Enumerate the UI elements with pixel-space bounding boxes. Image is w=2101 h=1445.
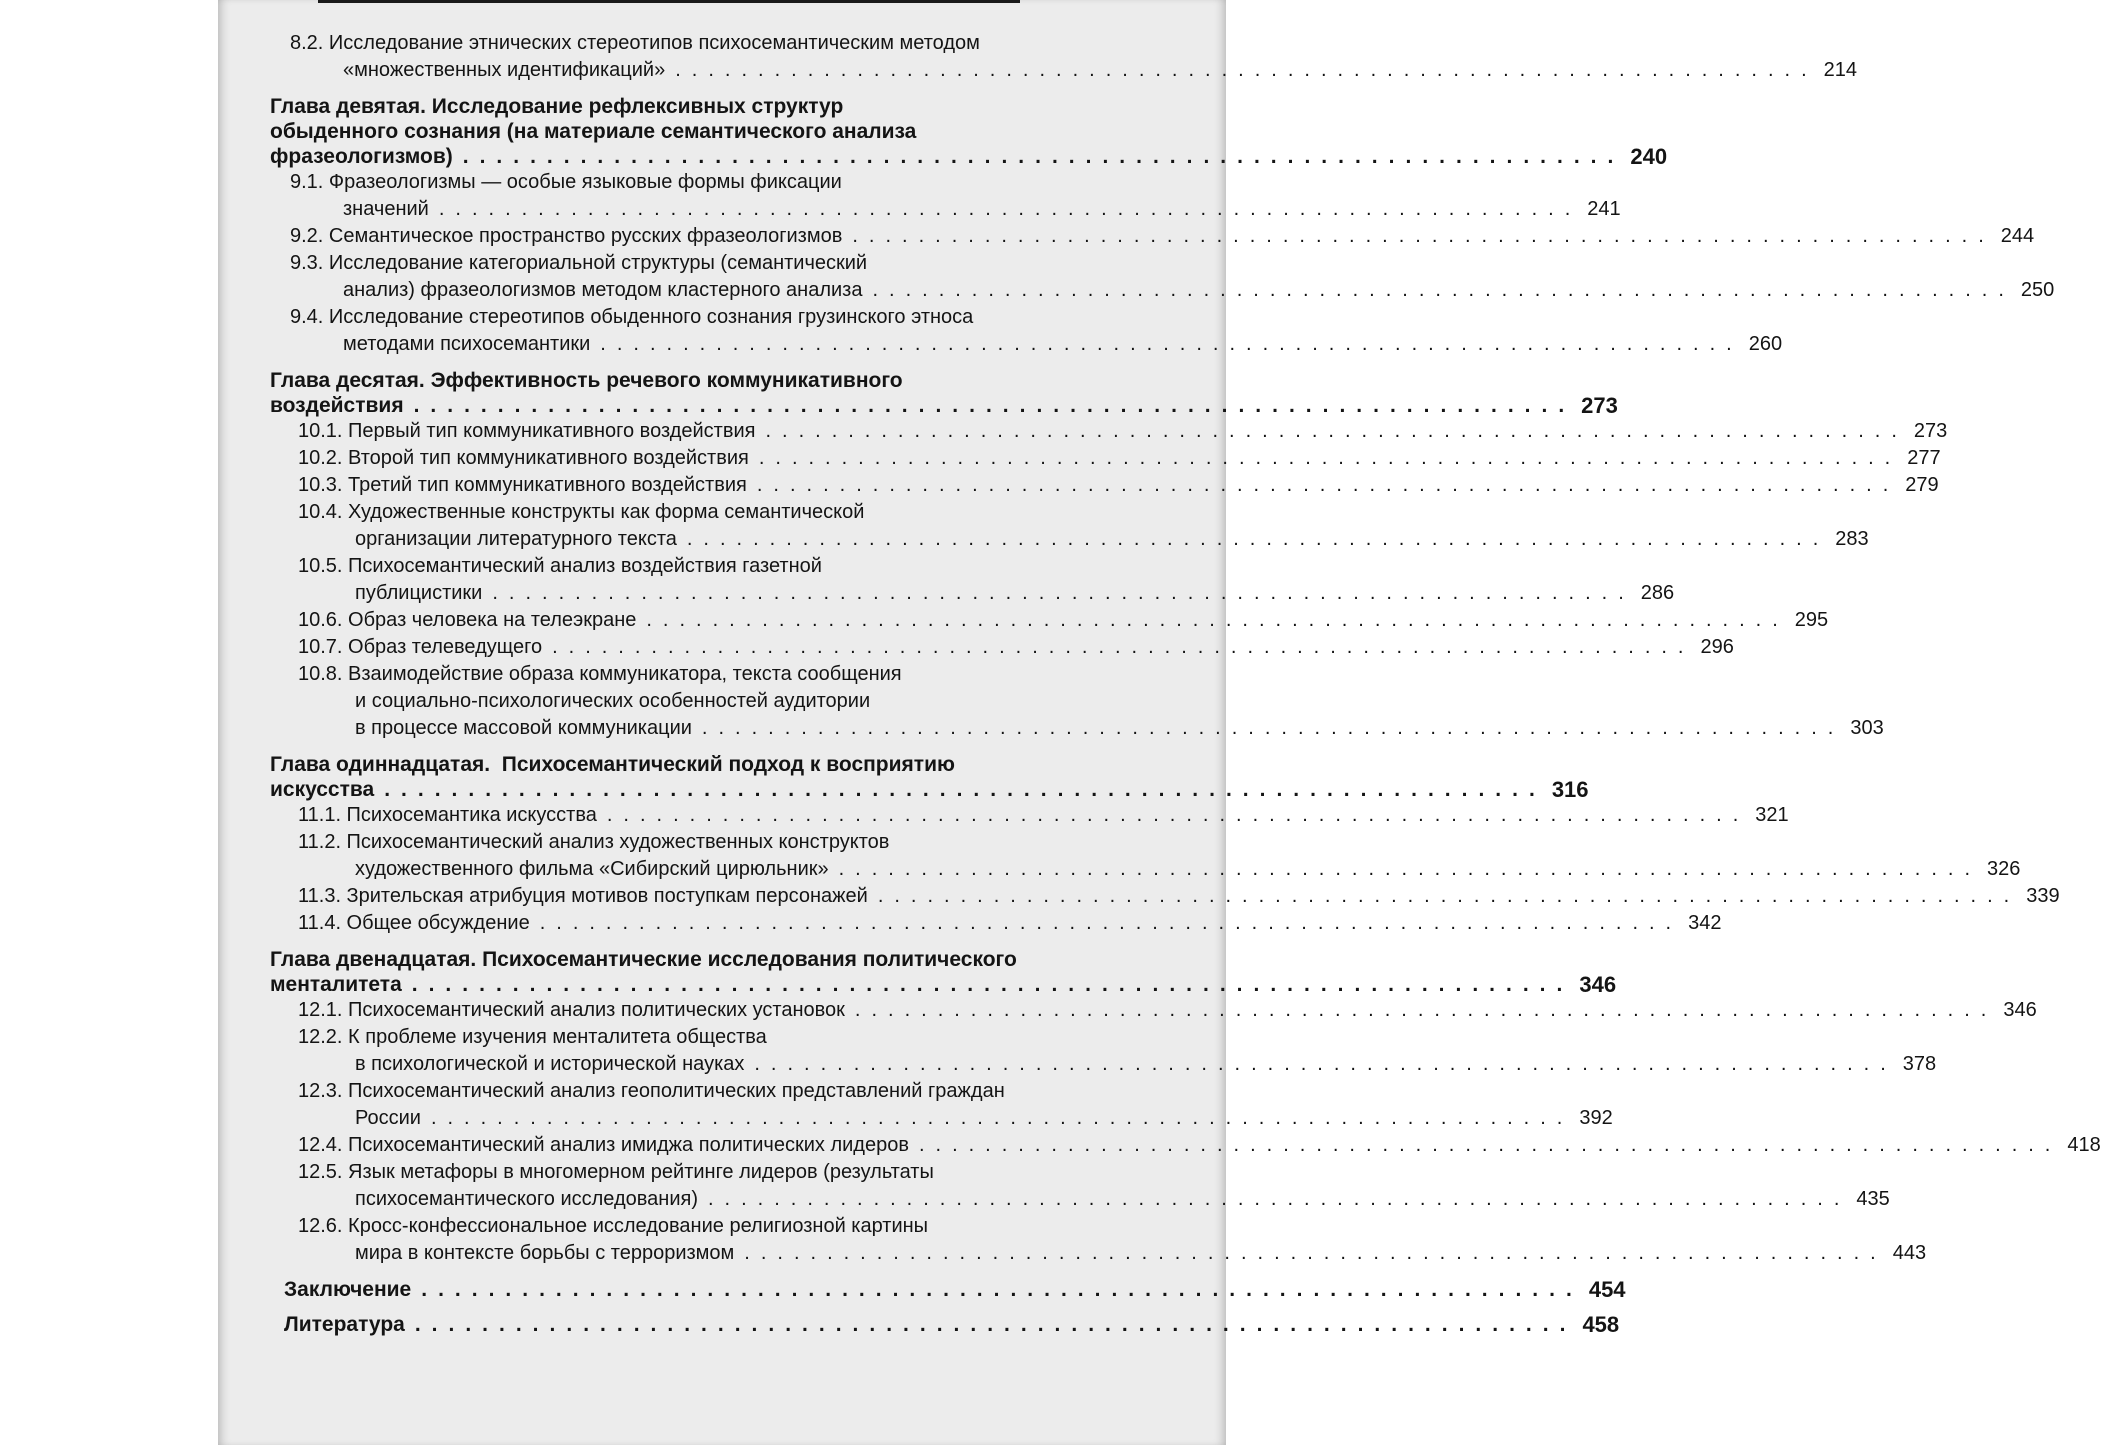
toc-entry-10-8 (270, 661, 1884, 742)
toc-entry-text: 10.5. Психосемантический анализ воздействия газетной (298, 555, 822, 577)
toc-page-number: 342 (1688, 912, 1722, 934)
dot-leader: ..................................................................... (701, 717, 1845, 739)
chapter-title: фразеологизмов) (270, 145, 453, 168)
toc-entry-text: 9.3. Исследование категориальной структуры (семантический (290, 252, 868, 274)
toc-entry-text: 10.3. Третий тип коммуникативного воздействия (298, 474, 747, 496)
dot-leader: ..................................................................... (754, 1053, 1897, 1075)
toc-entry-text: России (355, 1107, 421, 1129)
toc-entry-10-4 (270, 499, 1869, 553)
dot-leader: ..................................................................... (852, 225, 1995, 247)
toc-entry-text: 12.5. Язык метафоры в многомерном рейтинге лидеров (результаты (298, 1161, 934, 1183)
dot-leader: ..................................................................... (646, 609, 1789, 631)
dot-leader: ..................................................................... (708, 1188, 1851, 1210)
toc-entry-10-7 (270, 634, 1734, 661)
page-top-rule (318, 0, 1020, 3)
toc-page-number: 378 (1902, 1053, 1937, 1075)
toc-entry-12-5 (270, 1159, 1890, 1213)
toc-page-number: 214 (1823, 59, 1858, 81)
dot-leader: ..................................................................... (430, 1107, 1574, 1129)
toc-entry-text: 12.4. Психосемантический анализ имиджа политических лидеров (298, 1134, 909, 1156)
toc-entry-12-6 (270, 1213, 1927, 1267)
toc-entry-text: 11.4. Общее обсуждение (298, 912, 530, 934)
dot-leader: ..................................................................... (411, 973, 1574, 996)
dot-leader: ..................................................................... (872, 279, 2015, 301)
toc-conclusion (270, 1277, 1626, 1302)
toc-page-number: 339 (2026, 885, 2060, 907)
toc-entry-8-2 (270, 30, 1858, 84)
toc-entry-text: 9.4. Исследование стереотипов обыденного сознания грузинского этноса (290, 306, 974, 328)
dot-leader: ..................................................................... (918, 1134, 2062, 1156)
toc-entry-text: 11.1. Психосемантика искусства (298, 804, 597, 826)
toc-page-number: 454 (1588, 1277, 1626, 1302)
toc-entry-text: мира в контексте борьбы с терроризмом (355, 1242, 735, 1264)
chapter-title: искусства (270, 778, 375, 801)
dot-leader: ..................................................................... (744, 1242, 1887, 1264)
toc-entry-text: 12.2. К проблеме изучения менталитета общества (298, 1026, 767, 1048)
toc-entry-text: и социально-психологических особенностей аудитории (355, 690, 871, 712)
toc-page-number: 273 (1581, 393, 1618, 418)
toc-page-number: 346 (2003, 999, 2037, 1021)
dot-leader: ..................................................................... (877, 885, 2021, 907)
toc-entry-text: организации литературного текста (355, 528, 677, 550)
toc-entry-12-3 (270, 1078, 1613, 1132)
toc-entry-text: 9.2. Семантическое пространство русских фразеологизмов (290, 225, 843, 247)
toc-page-number: 443 (1892, 1242, 1927, 1264)
dot-leader: ..................................................................... (438, 198, 1582, 220)
toc-entry-12-2 (270, 1024, 1937, 1078)
toc-entry-text: 12.6. Кросс-конфессиональное исследование религиозной картины (298, 1215, 929, 1237)
chapter-title: Глава девятая. Исследование рефлексивных структур (270, 95, 844, 118)
dot-leader: ..................................................................... (675, 59, 1818, 81)
toc-page-number: 346 (1579, 972, 1617, 997)
toc-page-number: 316 (1551, 777, 1589, 802)
toc-entry-12-1 (270, 997, 2037, 1024)
toc-chapter-10 (270, 368, 1618, 418)
dot-leader: ..................................................................... (758, 447, 1902, 469)
toc-entry-9-2 (270, 223, 2035, 250)
toc-page-number: 273 (1913, 420, 1948, 442)
toc-entry-text: в процессе массовой коммуникации (355, 717, 692, 739)
dot-leader: ..................................................................... (686, 528, 1830, 550)
toc-page-number: 435 (1856, 1188, 1890, 1210)
dot-leader: ..................................................................... (552, 636, 1695, 658)
dot-leader: ..................................................................... (606, 804, 1750, 826)
toc-entry-text: 10.7. Образ телеведущего (298, 636, 543, 658)
chapter-title: Глава одиннадцатая. Психосемантический подход к восприятию (270, 753, 955, 776)
toc-entry-text: «множественных идентификаций» (343, 59, 666, 81)
toc-entry-11-2 (270, 829, 2021, 883)
toc-page-number: 458 (1582, 1312, 1620, 1337)
toc-page-number: 277 (1907, 447, 1941, 469)
toc-page-number: 240 (1630, 144, 1668, 169)
toc-entry-11-1 (270, 802, 1789, 829)
toc-entry-text: 10.8. Взаимодействие образа коммуникатора, текста сообщения (298, 663, 902, 685)
toc-literature (270, 1312, 1620, 1337)
toc-entry-9-1 (270, 169, 1621, 223)
toc-chapter-11 (270, 752, 1589, 802)
chapter-title: воздействия (270, 394, 404, 417)
toc-page-number: 321 (1755, 804, 1789, 826)
dot-leader: ..................................................................... (414, 1313, 1577, 1336)
dot-leader: ..................................................................... (421, 1278, 1583, 1301)
toc-entry-9-4 (270, 304, 1783, 358)
toc-page-number: 279 (1905, 474, 1939, 496)
dot-leader: ..................................................................... (539, 912, 1683, 934)
dot-leader: ..................................................................... (854, 999, 1998, 1021)
toc-page-number: 418 (2067, 1134, 2101, 1156)
table-of-contents (270, 30, 2101, 1337)
toc-page-number: 295 (1794, 609, 1829, 631)
toc-page-number: 260 (1748, 333, 1783, 355)
toc-entry-text: 10.2. Второй тип коммуникативного воздействия (298, 447, 749, 469)
toc-entry-text: психосемантического исследования) (355, 1188, 698, 1210)
toc-entry-text: 10.6. Образ человека на телеэкране (298, 609, 637, 631)
toc-page-number: 296 (1700, 636, 1734, 658)
toc-entry-text: 12.3. Психосемантический анализ геополитических представлений граждан (298, 1080, 1005, 1102)
toc-page-number: 286 (1640, 582, 1675, 604)
toc-entry-10-1 (270, 418, 1948, 445)
toc-entry-text: 11.3. Зрительская атрибуция мотивов поступкам персонажей (298, 885, 868, 907)
toc-entry-10-5 (270, 553, 1675, 607)
toc-page-number: 283 (1835, 528, 1869, 550)
dot-leader: ..................................................................... (756, 474, 1900, 496)
dot-leader: ..................................................................... (492, 582, 1635, 604)
toc-chapter-12 (270, 947, 1617, 997)
toc-entry-text: 11.2. Психосемантический анализ художественных конструктов (298, 831, 890, 853)
dot-leader: ..................................................................... (462, 145, 1625, 168)
toc-entry-text: 10.4. Художественные конструкты как форма семантической (298, 501, 865, 523)
dot-leader: ..................................................................... (838, 858, 1982, 880)
dot-leader: ..................................................................... (384, 778, 1546, 801)
toc-entry-10-6 (270, 607, 1829, 634)
dot-leader: ..................................................................... (765, 420, 1908, 442)
toc-entry-text: в психологической и исторической науках (355, 1053, 745, 1075)
toc-page-number: 244 (2000, 225, 2035, 247)
dot-leader: ..................................................................... (413, 394, 1576, 417)
toc-chapter-9 (270, 94, 1668, 169)
toc-entry-text: методами психосемантики (343, 333, 591, 355)
toc-page-number: 326 (1987, 858, 2021, 880)
toc-entry-text: 9.1. Фразеологизмы — особые языковые формы фиксации (290, 171, 842, 193)
toc-entry-text: Заключение (284, 1278, 412, 1301)
toc-entry-text: значений (343, 198, 429, 220)
toc-entry-12-4 (270, 1132, 2101, 1159)
chapter-title: Глава десятая. Эффективность речевого коммуникативного (270, 369, 903, 392)
toc-page-number: 250 (2020, 279, 2055, 301)
toc-entry-text: 10.1. Первый тип коммуникативного воздействия (298, 420, 756, 442)
toc-entry-10-3 (270, 472, 1939, 499)
toc-entry-11-3 (270, 883, 2060, 910)
toc-entry-text: публицистики (355, 582, 483, 604)
chapter-title: менталитета (270, 973, 402, 996)
dot-leader: ..................................................................... (600, 333, 1743, 355)
toc-page-number: 392 (1579, 1107, 1613, 1129)
toc-entry-text: 8.2. Исследование этнических стереотипов психосемантическим методом (290, 32, 980, 54)
toc-entry-text: Литература (284, 1313, 405, 1336)
toc-entry-11-4 (270, 910, 1722, 937)
toc-page-number: 303 (1850, 717, 1884, 739)
toc-page-number: 241 (1587, 198, 1621, 220)
toc-entry-10-2 (270, 445, 1941, 472)
toc-entry-text: художественного фильма «Сибирский цирюльник» (355, 858, 829, 880)
chapter-title: Глава двенадцатая. Психосемантические исследования политического (270, 948, 1017, 971)
toc-entry-text: 12.1. Психосемантический анализ политических установок (298, 999, 845, 1021)
chapter-title: обыденного сознания (на материале семантического анализа (270, 120, 917, 143)
toc-entry-9-3 (270, 250, 2055, 304)
toc-entry-text: анализ) фразеологизмов методом кластерного анализа (343, 279, 863, 301)
